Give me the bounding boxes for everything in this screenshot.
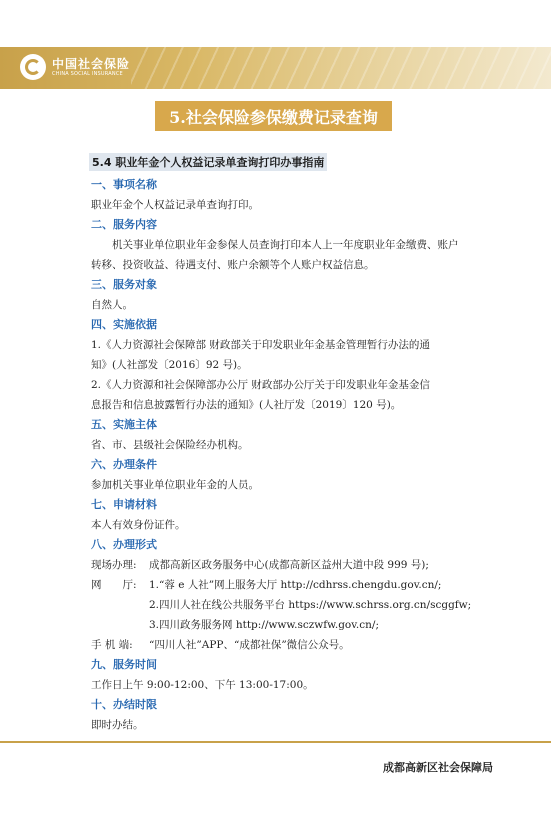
section-title: 5.社会保险参保缴费记录查询 [155,101,392,131]
social-insurance-logo-icon [20,54,46,80]
handling-value: 3.四川政务服务网 http://www.sczwfw.gov.cn/; [149,619,379,631]
text-line: 转移、投资收益、待遇支付、账户余额等个人账户权益信息。 [91,259,375,271]
text-line: 省、市、县级社会保险经办机构。 [91,439,249,451]
handling-value: 2.四川人社在线公共服务平台 https://www.schrss.org.cn/scggfw; [149,599,472,611]
text-line: 机关事业单位职业年金参保人员查询打印本人上一年度职业年金缴费、账户 [112,239,459,251]
text-line: 自然人。 [91,299,133,311]
text-line: 工作日上午 9:00-12:00、下午 13:00-17:00。 [91,679,314,691]
text-line: 即时办结。 [91,719,144,731]
heading-conditions: 六、办理条件 [91,458,157,471]
handling-label: 网 厅: [91,579,137,591]
heading-time-limit: 十、办结时限 [91,698,157,711]
handling-value: “四川人社”APP、“成都社保”微信公众号。 [149,639,350,651]
heading-item-name: 一、事项名称 [91,178,157,191]
handling-row [91,595,496,615]
heading-implementing-body: 五、实施主体 [91,418,157,431]
handling-row [91,575,496,595]
handling-row [91,555,496,575]
handling-row [91,615,496,635]
handling-row [91,635,496,655]
footer-agency: 成都高新区社会保障局 [383,761,493,774]
handling-value: 1.“蓉 e 人社”网上服务大厅 http://cdhrss.chengdu.gov.cn/; [149,579,442,591]
text-line: 参加机关事业单位职业年金的人员。 [91,479,259,491]
heading-service-target: 三、服务对象 [91,278,157,291]
banner-wave-decoration [131,47,551,89]
text-line: 1.《人力资源社会保障部 财政部关于印发职业年金基金管理暂行办法的通 [91,339,430,351]
text-line: 本人有效身份证件。 [91,519,186,531]
text-line: 知》(人社部发〔2016〕92 号)。 [91,359,248,371]
handling-label: 手 机 端: [91,639,133,651]
sub-title: 5.4 职业年金个人权益记录单查询打印办事指南 [89,153,327,171]
heading-handling-forms: 八、办理形式 [91,538,157,551]
handling-label [91,615,149,635]
logo-en: CHINA SOCIAL INSURANCE [52,70,123,77]
heading-service-content: 二、服务内容 [91,218,157,231]
guide-content [91,175,496,735]
handling-label [91,595,149,615]
text-line: 职业年金个人权益记录单查询打印。 [91,199,259,211]
text-line: 2.《人力资源和社会保障部办公厅 财政部办公厅关于印发职业年金基金信 [91,379,430,391]
logo [20,51,130,83]
footer-divider [0,741,551,743]
heading-service-hours: 九、服务时间 [91,658,157,671]
text-line: 息报告和信息披露暂行办法的通知》(人社厅发〔2019〕120 号)。 [91,399,402,411]
heading-materials: 七、申请材料 [91,498,157,511]
logo-text [52,58,130,77]
handling-value: 成都高新区政务服务中心(成都高新区益州大道中段 999 号); [149,559,429,571]
heading-legal-basis: 四、实施依据 [91,318,157,331]
logo-cn: 中国社会保险 [52,56,131,71]
handling-label: 现场办理: [91,559,137,571]
